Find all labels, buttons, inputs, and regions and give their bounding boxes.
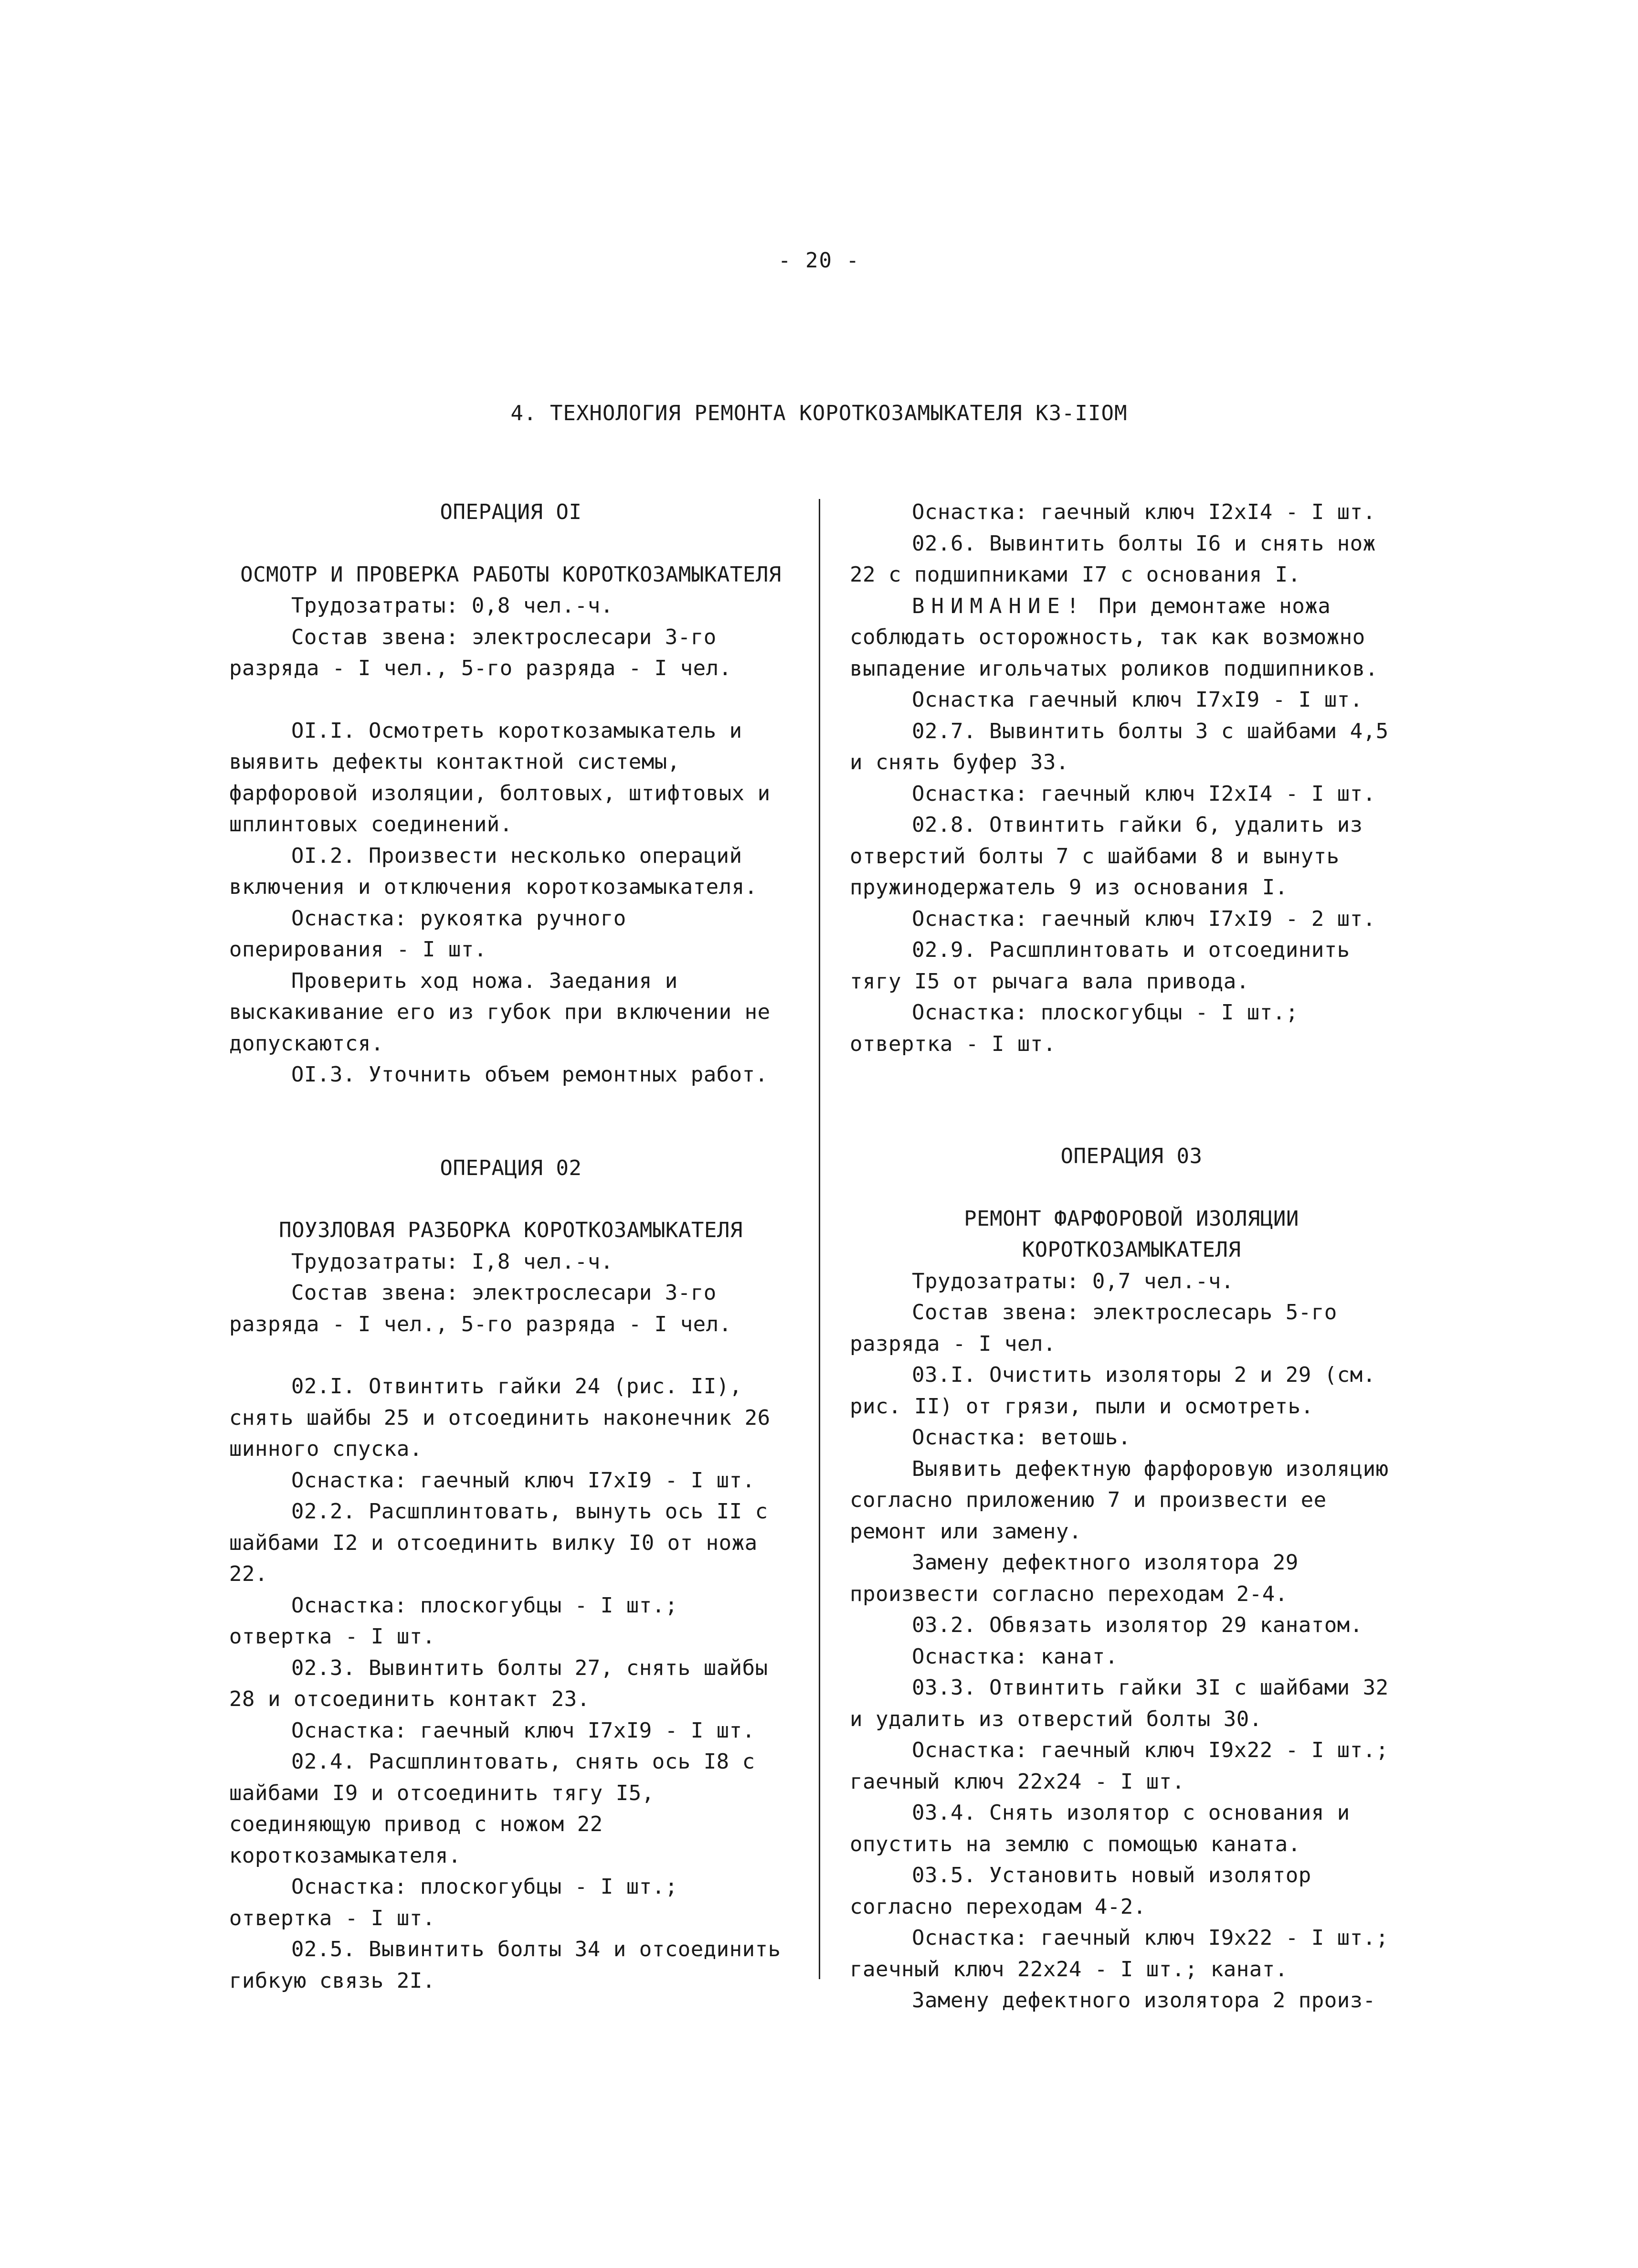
op03-step-4: 03.4. Снять изолятор с основания и опустить на землю с помощью каната. [850, 1801, 1350, 1856]
op01-subheading: ОСМОТР И ПРОВЕРКА РАБОТЫ КОРОТКОЗАМЫКАТЕЛЯ [240, 562, 782, 587]
page-number: - 20 - [778, 248, 860, 273]
op03-step-2: 03.2. Обвязать изолятор 29 канатом. [912, 1613, 1363, 1637]
op03-step-1: 03.I. Очистить изоляторы 2 и 29 (см. рис. II) от грязи, пыли и осмотреть. [850, 1363, 1376, 1419]
op02-subheading: ПОУЗЛОВАЯ РАЗБОРКА КОРОТКОЗАМЫКАТЕЛЯ [279, 1218, 743, 1242]
op03-step-1-replace: Замену дефектного изолятора 29 произвести согласно переходам 2-4. [850, 1550, 1299, 1606]
op03-step-1-tool: Оснастка: ветошь. [912, 1425, 1131, 1450]
left-column [229, 497, 793, 1996]
op01-step-2: OI.2. Произвести несколько операций включения и отключения короткозамыкателя. [229, 843, 758, 899]
op02-heading: ОПЕРАЦИЯ 02 [440, 1155, 582, 1180]
op03-crew: Состав звена: электрослесарь 5-го разряда - I чел. [850, 1300, 1337, 1356]
op01-step-1: OI.I. Осмотреть короткозамыкатель и выявить дефекты контактной системы, фарфоровой изоляции, болтовых, штифтовых и шплинтовых соединений. [229, 718, 771, 837]
op02-step-6-tool: Оснастка гаечный ключ I7xI9 - I шт. [912, 688, 1363, 712]
op01-labor: Трудозатраты: 0,8 чел.-ч. [291, 593, 613, 618]
op02-step-3: 02.3. Вывинтить болты 27, снять шайбы 28 и отсоединить контакт 23. [229, 1655, 768, 1711]
op03-step-3: 03.3. Отвинтить гайки 3I с шайбами 32 и удалить из отверстий болты 30. [850, 1675, 1389, 1731]
op02-crew: Состав звена: электрослесари 3-го разряда - I чел., 5-го разряда - I чел. [229, 1281, 732, 1336]
op01-step-3: OI.3. Уточнить объем ремонтных работ. [291, 1062, 768, 1087]
op02-step-5: 02.5. Вывинтить болты 34 и отсоединить гибкую связь 2I. [229, 1937, 781, 1993]
op02-step-4-tool: Оснастка: плоскогубцы - I шт.; отвертка - I шт. [229, 1875, 678, 1930]
op02-step-2: 02.2. Расшплинтовать, вынуть ось II с шайбами I2 и отсоединить вилку I0 от ножа 22. [229, 1499, 768, 1586]
column-divider [819, 499, 820, 1979]
op03-step-5: 03.5. Установить новый изолятор согласно переходам 4-2. [850, 1863, 1311, 1919]
op01-step-2-tool: Оснастка: рукоятка ручного оперирования - I шт. [229, 906, 626, 962]
op03-last-line: Замену дефектного изолятора 2 произ- [912, 1988, 1376, 2013]
op02-step-8-tool: Оснастка: гаечный ключ I7xI9 - 2 шт. [912, 906, 1376, 931]
op02-step-5-tool: Оснастка: гаечный ключ I2xI4 - I шт. [912, 500, 1376, 524]
attention-word: ВНИМАНИЕ! [912, 593, 1086, 618]
op01-step-2-check: Проверить ход ножа. Заедания и выскакивание его из губок при включении не допускаются. [229, 968, 771, 1056]
op01-crew: Состав звена: электрослесари 3-го разряда - I чел., 5-го разряда - I чел. [229, 625, 732, 680]
op02-step-9-tool: Оснастка: плоскогубцы - I шт.; отвертка - I шт. [850, 1000, 1299, 1056]
op02-step-6: 02.6. Вывинтить болты I6 и снять нож 22 с подшипниками I7 с основания I. [850, 531, 1376, 587]
page-title: 4. ТЕХНОЛОГИЯ РЕМОНТА КОРОТКОЗАМЫКАТЕЛЯ КЗ-IIOM [510, 401, 1128, 425]
attention-note [850, 591, 1413, 685]
op02-step-4: 02.4. Расшплинтовать, снять ось I8 с шайбами I9 и отсоединить тягу I5, соединяющую привод с ножом 22 короткозамыкателя. [229, 1749, 755, 1868]
op03-step-5-tool: Оснастка: гаечный ключ I9x22 - I шт.; гаечный ключ 22x24 - I шт.; канат. [850, 1926, 1389, 1982]
op03-step-2-tool: Оснастка: канат. [912, 1644, 1118, 1669]
op02-step-8: 02.8. Отвинтить гайки 6, удалить из отверстий болты 7 с шайбами 8 и вынуть пружинодержатель 9 из основания I. [850, 813, 1363, 900]
op02-step-1-tool: Оснастка: гаечный ключ I7xI9 - I шт. [291, 1468, 755, 1493]
op02-step-2-tool: Оснастка: плоскогубцы - I шт.; отвертка - I шт. [229, 1593, 678, 1649]
op02-step-9: 02.9. Расшплинтовать и отсоединить тягу I5 от рычага вала привода. [850, 938, 1350, 994]
op02-step-1: 02.I. Отвинтить гайки 24 (рис. II), снять шайбы 25 и отсоединить наконечник 26 шинного спуска. [229, 1374, 771, 1461]
op03-heading: ОПЕРАЦИЯ 03 [1060, 1144, 1203, 1168]
right-column [850, 497, 1413, 2016]
op03-step-3-tool: Оснастка: гаечный ключ I9x22 - I шт.; гаечный ключ 22x24 - I шт. [850, 1738, 1389, 1794]
op02-step-7-tool: Оснастка: гаечный ключ I2xI4 - I шт. [912, 781, 1376, 806]
op03-subheading: РЕМОНТ ФАРФОРОВОЙ ИЗОЛЯЦИИ КОРОТКОЗАМЫКАТЕЛЯ [964, 1206, 1299, 1262]
attention-text: При демонтаже ножа соблюдать осторожность, так как возможно выпадение игольчатых роликов подшипников. [850, 593, 1378, 681]
op03-step-1-detect: Выявить дефектную фарфоровую изоляцию согласно приложению 7 и произвести ее ремонт или замену. [850, 1456, 1389, 1544]
op01-heading: ОПЕРАЦИЯ OI [440, 500, 582, 524]
op03-labor: Трудозатраты: 0,7 чел.-ч. [912, 1269, 1234, 1293]
op02-step-7: 02.7. Вывинтить болты 3 с шайбами 4,5 и снять буфер 33. [850, 719, 1389, 774]
op02-labor: Трудозатраты: I,8 чел.-ч. [291, 1249, 613, 1274]
op02-step-3-tool: Оснастка: гаечный ключ I7xI9 - I шт. [291, 1718, 755, 1743]
